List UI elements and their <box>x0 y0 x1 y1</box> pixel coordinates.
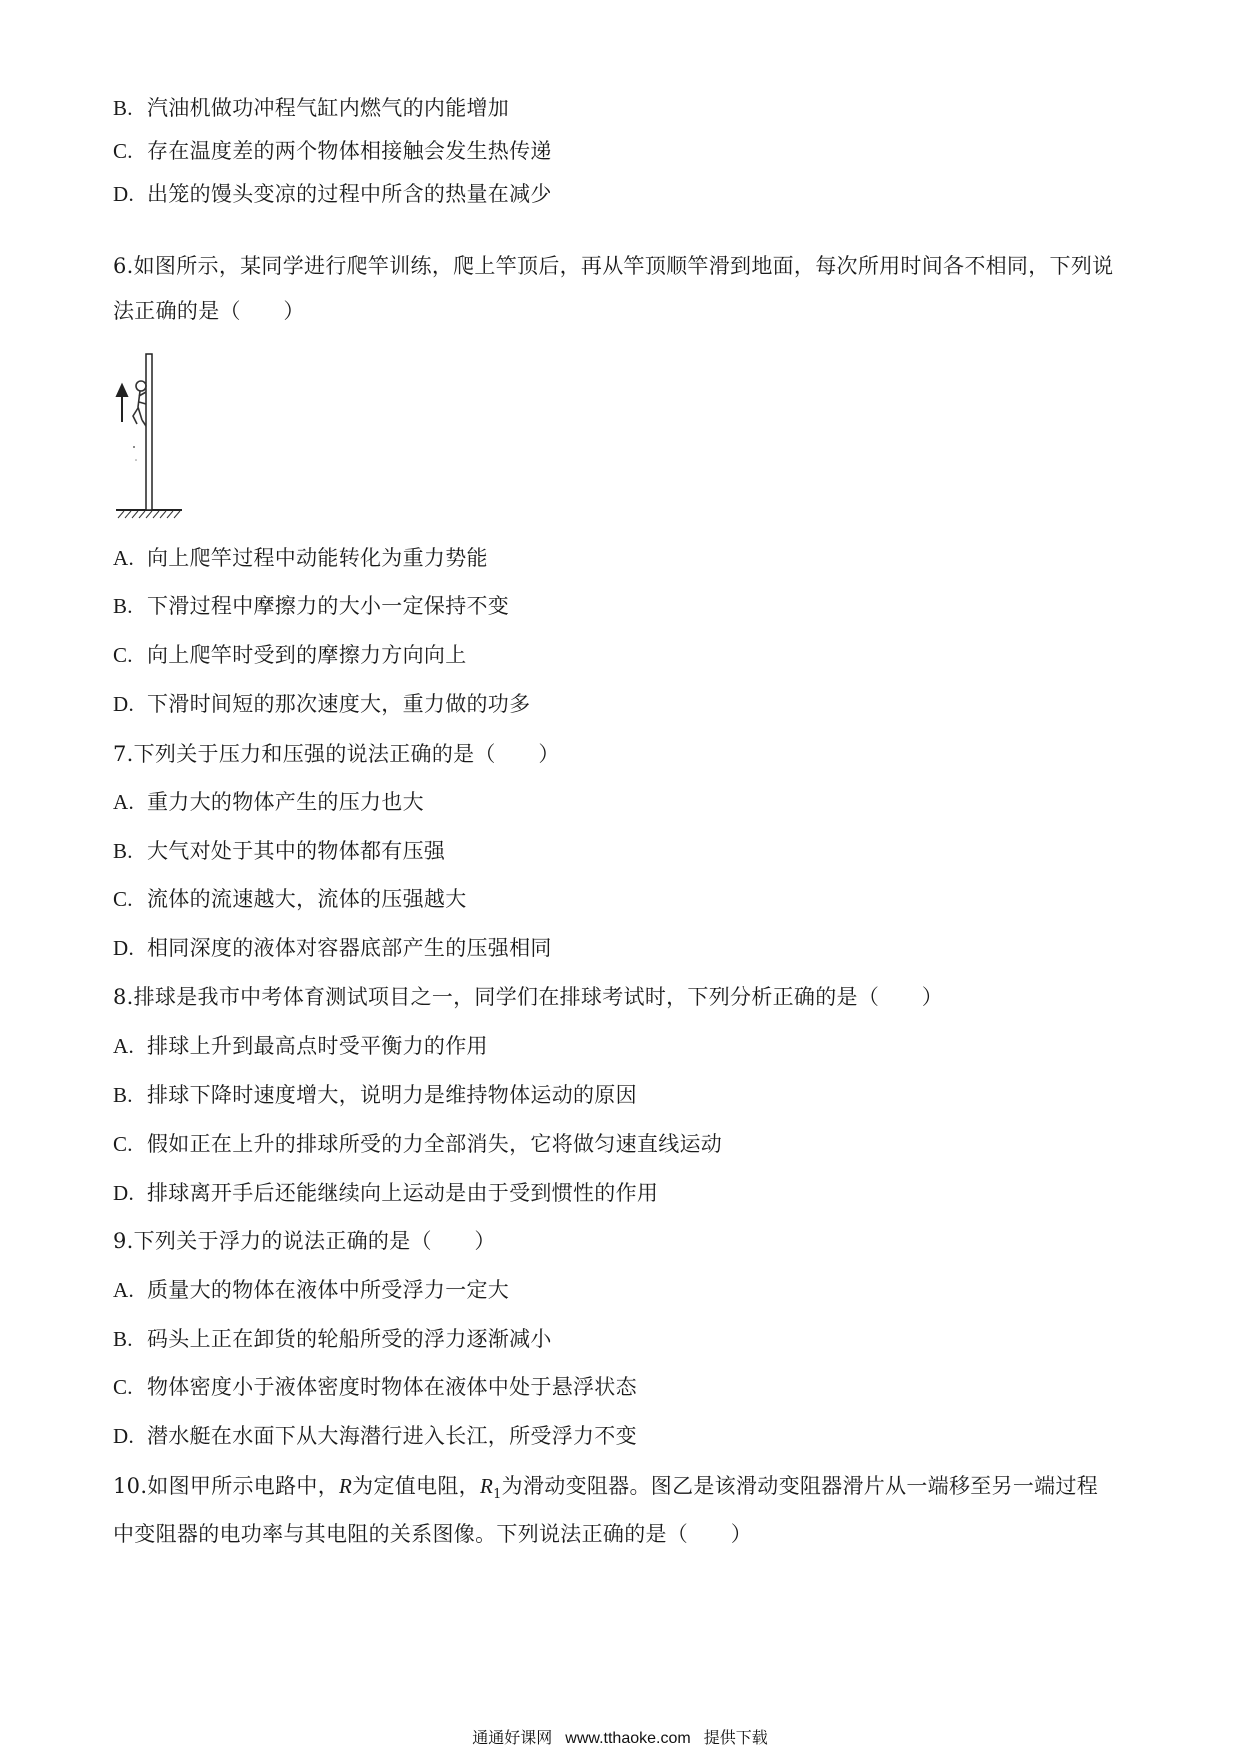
option-letter: C. <box>113 887 133 911</box>
q5-option-d <box>113 180 552 208</box>
option-text: 相同深度的液体对容器底部产生的压强相同 <box>147 936 552 960</box>
option-letter: D. <box>113 936 135 960</box>
variable-r1: R <box>479 1474 494 1498</box>
option-text: 排球上升到最高点时受平衡力的作用 <box>147 1034 488 1058</box>
option-letter: B. <box>113 96 133 120</box>
q7-option-c <box>113 885 467 913</box>
option-letter: C. <box>113 1375 133 1399</box>
option-text: 存在温度差的两个物体相接触会发生热传递 <box>147 139 552 163</box>
option-letter: B. <box>113 839 133 863</box>
q5-option-b <box>113 94 509 122</box>
option-text: 下滑过程中摩擦力的大小一定保持不变 <box>147 594 510 618</box>
option-text: 排球离开手后还能继续向上运动是由于受到惯性的作用 <box>147 1181 659 1205</box>
option-text: 物体密度小于液体密度时物体在液体中处于悬浮状态 <box>147 1375 637 1399</box>
q9-option-a <box>113 1276 509 1304</box>
q6-option-d <box>113 690 530 718</box>
option-letter: D. <box>113 692 135 716</box>
option-letter: A. <box>113 546 135 570</box>
q9-option-d <box>113 1422 637 1450</box>
variable-r: R <box>339 1474 353 1498</box>
option-letter: D. <box>113 1424 135 1448</box>
footer-url[interactable]: www.tthaoke.com <box>565 1730 691 1747</box>
q8-option-c <box>113 1130 722 1158</box>
q6-option-b <box>113 592 509 620</box>
q10-text-part1: 10.如图甲所示电路中， <box>113 1474 339 1498</box>
q7-option-b <box>113 837 445 865</box>
option-letter: A. <box>113 1034 135 1058</box>
q6-option-a <box>113 544 488 572</box>
pole <box>146 354 152 510</box>
option-letter: D. <box>113 1181 135 1205</box>
footer-site-name: 通通好课网 <box>472 1728 553 1747</box>
subscript-1: 1 <box>493 1487 502 1503</box>
option-text: 假如正在上升的排球所受的力全部消失，它将做匀速直线运动 <box>147 1132 723 1156</box>
page-footer <box>0 1725 1240 1748</box>
q7-option-a <box>113 788 424 816</box>
q9-option-c <box>113 1373 637 1401</box>
option-letter: B. <box>113 1327 133 1351</box>
option-letter: B. <box>113 594 133 618</box>
q10-text-part3: 为滑动变阻器。图乙是该滑动变阻器滑片从一端移至另一端过程 <box>501 1474 1099 1498</box>
option-letter: C. <box>113 1132 133 1156</box>
q7-option-d <box>113 934 552 962</box>
q9-stem: 9.下列关于浮力的说法正确的是（ ） <box>113 1229 496 1253</box>
option-text: 汽油机做功冲程气缸内燃气的内能增加 <box>147 96 510 120</box>
q8-option-d <box>113 1179 658 1207</box>
option-letter: A. <box>113 1278 135 1302</box>
ground-hatch <box>118 511 180 518</box>
option-letter: D. <box>113 182 135 206</box>
q6-stem-line2: 法正确的是（ ） <box>113 299 305 323</box>
option-text: 下滑时间短的那次速度大，重力做的功多 <box>147 692 531 716</box>
option-text: 排球下降时速度增大，说明力是维持物体运动的原因 <box>147 1083 637 1107</box>
option-text: 出笼的馒头变凉的过程中所含的热量在减少 <box>147 182 552 206</box>
arrow-up-icon <box>117 385 127 422</box>
q6-stem-line1: 6.如图所示，某同学进行爬竿训练，爬上竿顶后，再从竿顶顺竿滑到地面，每次所用时间各不相同，下列说 <box>113 254 1114 278</box>
q10-stem-line1 <box>113 1472 1098 1509</box>
option-text: 大气对处于其中的物体都有压强 <box>147 839 446 863</box>
pole-climbing-figure <box>114 352 194 522</box>
q7-stem: 7.下列关于压力和压强的说法正确的是（ ） <box>113 742 560 766</box>
q8-option-a <box>113 1032 488 1060</box>
q8-option-b <box>113 1081 637 1109</box>
option-text: 重力大的物体产生的压力也大 <box>147 790 424 814</box>
climber <box>133 381 146 426</box>
option-text: 潜水艇在水面下从大海潜行进入长江，所受浮力不变 <box>147 1424 637 1448</box>
q6-option-c <box>113 641 467 669</box>
option-letter: B. <box>113 1083 133 1107</box>
q10-stem-line2: 中变阻器的电功率与其电阻的关系图像。下列说法正确的是（ ） <box>113 1522 752 1546</box>
option-text: 向上爬竿时受到的摩擦力方向向上 <box>147 643 467 667</box>
q5-option-c <box>113 137 552 165</box>
q8-stem: 8.排球是我市中考体育测试项目之一，同学们在排球考试时，下列分析正确的是（ ） <box>113 985 944 1009</box>
option-letter: C. <box>113 139 133 163</box>
footer-download-text: 提供下载 <box>703 1728 768 1747</box>
option-letter: A. <box>113 790 135 814</box>
q10-text-part2: 为定值电阻， <box>352 1474 480 1498</box>
option-text: 流体的流速越大，流体的压强越大 <box>147 887 467 911</box>
q9-option-b <box>113 1325 552 1353</box>
option-text: 码头上正在卸货的轮船所受的浮力逐渐减小 <box>147 1327 552 1351</box>
option-letter: C. <box>113 643 133 667</box>
option-text: 质量大的物体在液体中所受浮力一定大 <box>147 1278 510 1302</box>
option-text: 向上爬竿过程中动能转化为重力势能 <box>147 546 488 570</box>
